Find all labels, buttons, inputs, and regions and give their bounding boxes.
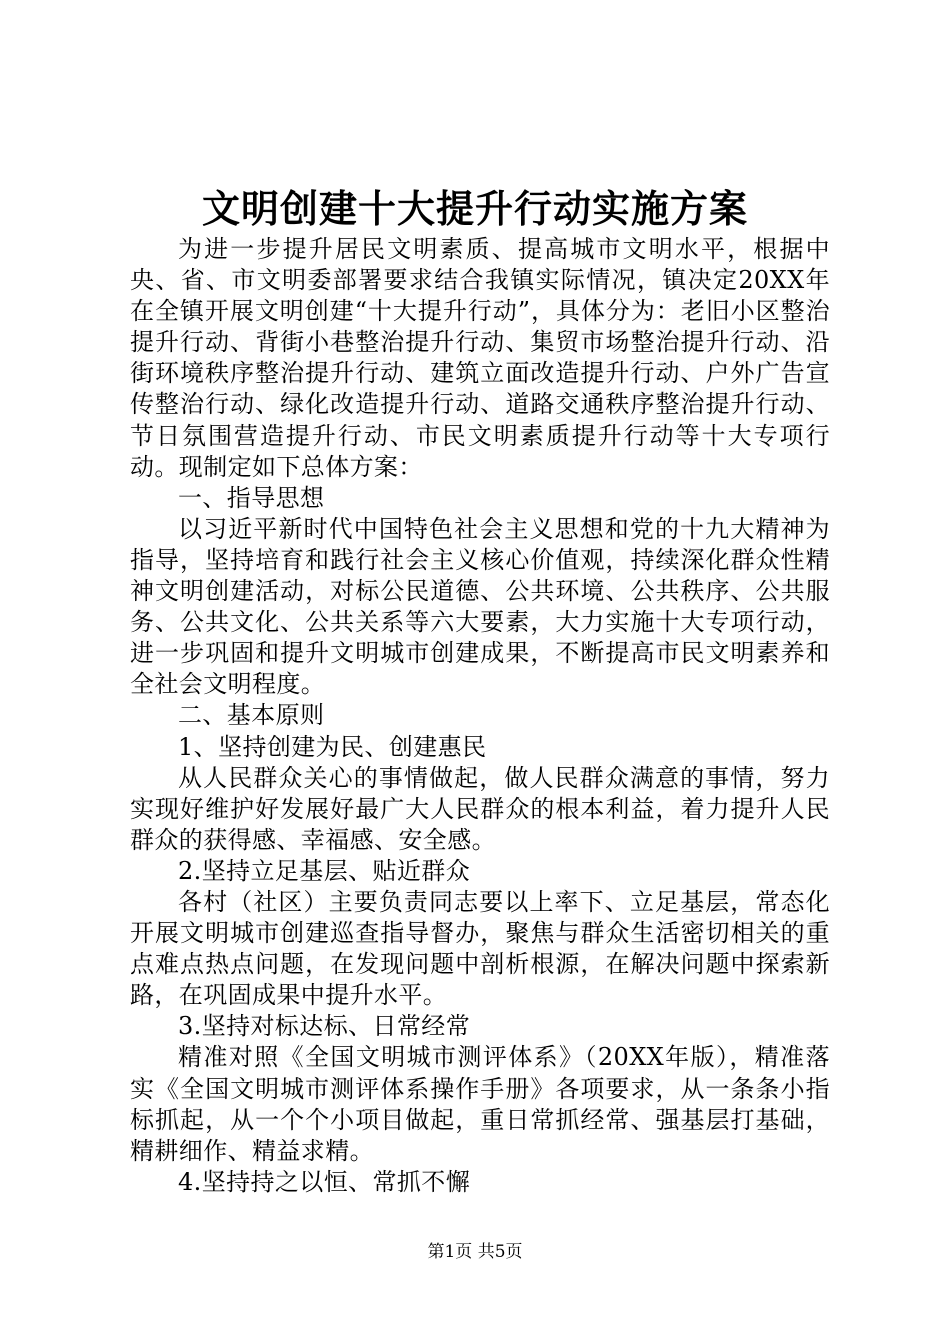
section-heading-basic-principles: 二、基本原则 [178,701,325,730]
principle-paragraph-2: 各村（社区）主要负责同志要以上率下、立足基层，常态化开展文明城市创建巡查指导督办，聚焦与群众生活密切相关的重点难点热点问题，在发现问题中剖析根源，在解决问题中探索新路，在巩固成果中提升水平。 [130,887,830,1010]
page-footer [0,1240,950,1264]
principle-paragraph-1: 从人民群众关心的事情做起，做人民群众满意的事情，努力实现好维护好发展好最广大人民群众的根本利益，着力提升人民群众的获得感、幸福感、安全感。 [130,763,830,854]
principle-heading-3: 3.坚持对标达标、日常经常 [178,1012,471,1041]
document-title: 文明创建十大提升行动实施方案 [201,186,748,231]
section-heading-guiding-ideology: 一、指导思想 [178,483,325,512]
principle-heading-1: 1、坚持创建为民、创建惠民 [178,732,487,761]
principle-heading-4: 4.坚持持之以恒、常抓不懈 [178,1167,471,1196]
intro-paragraph: 为进一步提升居民文明素质、提高城市文明水平，根据中央、省、市文明委部署要求结合我镇实际情况，镇决定20XX年在全镇开展文明创建“十大提升行动”，具体分为：老旧小区整治提升行动、背街小巷整治提升行动、集贸市场整治提升行动、沿街环境秩序整治提升行动、建筑立面改造提升行动、户外广告宣传整治行动、绿化改造提升行动、道路交通秩序整治提升行动、节日氛围营造提升行动、市民文明素质提升行动等十大专项行动。现制定如下总体方案： [130,235,830,481]
document-body [130,234,830,1198]
guiding-ideology-paragraph: 以习近平新时代中国特色社会主义思想和党的十九大精神为指导，坚持培育和践行社会主义核心价值观，持续深化群众性精神文明创建活动，对标公民道德、公共环境、公共秩序、公共服务、公共文化、公共关系等六大要素，大力实施十大专项行动，进一步巩固和提升文明城市创建成果，不断提高市民文明素养和全社会文明程度。 [130,514,830,699]
principle-heading-2: 2.坚持立足基层、贴近群众 [178,856,471,885]
page-indicator: 第1页 共5页 [427,1242,523,1262]
principle-paragraph-3: 精准对照《全国文明城市测评体系》（20XX年版），精准落实《全国文明城市测评体系操作手册》各项要求，从一条条小指标抓起，从一个个小项目做起，重日常抓经常、强基层打基础，精耕细作、精益求精。 [130,1043,830,1165]
